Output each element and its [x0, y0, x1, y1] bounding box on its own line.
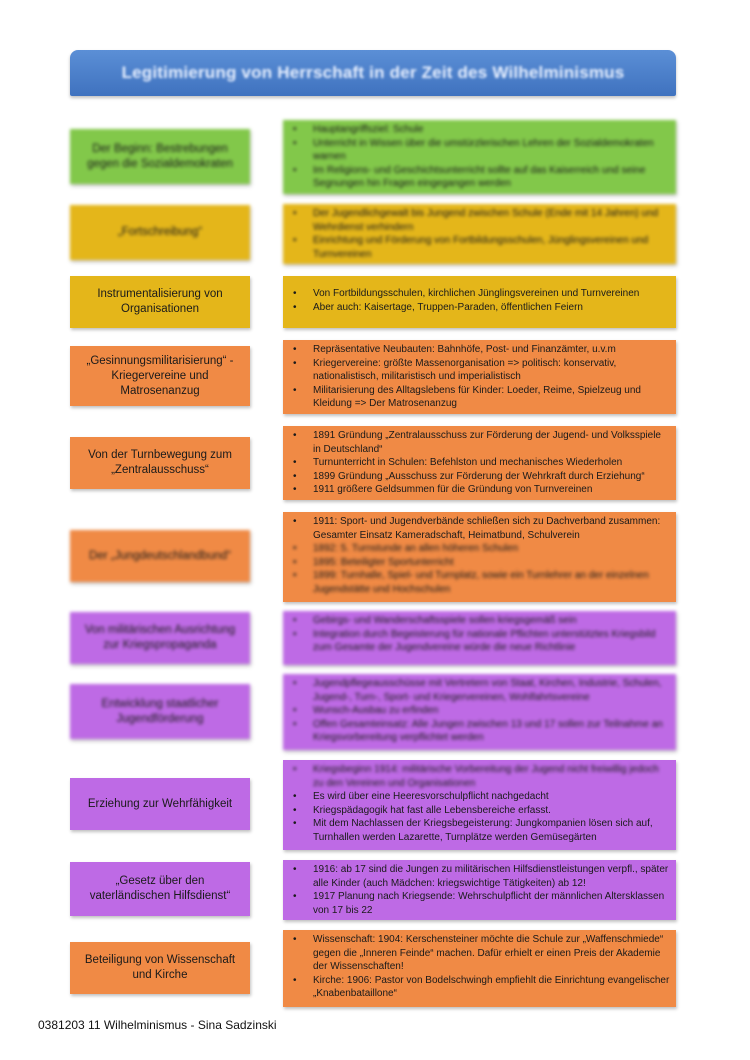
row-label-gesinnungsmilitarisierung — [70, 346, 250, 406]
list-item: • Unterricht in Wissen über die umstürzlerischen Lehren der Sozialdemokraten warnen — [313, 137, 670, 164]
list-item: • Es wird über eine Heeresvorschulpflicht nachgedacht — [313, 790, 670, 804]
row-label-text: Von militärischen Ausrichtung zur Kriegspropaganda — [84, 624, 236, 651]
row-label-jungdeutschlandbund — [70, 530, 250, 582]
list-item: • Jugendpflegeausschüsse mit Vertretern von Staat, Kirchen, Industrie, Schulen, Jugend-, Turn-, Sport- und Kriegervereinen, Wohlfahrtsvereine — [313, 677, 670, 704]
row-label-hilfsdienst — [70, 862, 250, 916]
list-item: • Kriegervereine: größte Massenorganisation => politisch: konservativ, nationalistisch, militaristisch und imperialistisch — [313, 357, 670, 384]
row-label-text: „Gesetz über den vaterländischen Hilfsdienst“ — [89, 875, 231, 902]
row-label-kriegspropaganda — [70, 612, 250, 664]
list-item: • Kriegspädagogik hat fast alle Lebensbereiche erfasst. — [313, 804, 670, 818]
row-content-kriegspropaganda — [283, 611, 676, 665]
row-label-wehrfaehigkeit — [70, 778, 250, 830]
row-label-text: „Gesinnungsmilitarisierung“ - Kriegervereine und Matrosenanzug — [86, 354, 234, 397]
list-item: • Im Religions- und Geschichtsunterricht sollte auf das Kaiserreich und seine Segnungen hin Fragen eingegangen werden — [313, 164, 670, 191]
list-item: • 1911: Sport- und Jugendverbände schließen sich zu Dachverband zusammen: Gesamter Einsatz Kameradschaft, Heimatbund, Schulverein — [313, 515, 670, 542]
row-content-turnbewegung — [283, 426, 676, 500]
row-label-turnbewegung — [70, 437, 250, 489]
row-label-sozialdemokraten — [70, 129, 250, 184]
list-item: • Einrichtung und Förderung von Fortbildungsschulen, Jünglingsvereinen und Turnvereinen — [313, 234, 670, 261]
row-label-text: Instrumentalisierung von Organisationen — [97, 288, 223, 315]
row-label-text: Erziehung zur Wehrfähigkeit — [87, 797, 233, 810]
list-item: • 1916: ab 17 sind die Jungen zu militärischen Hilfsdienstleistungen verpfl., später alle Kinder (auch Mädchen: kriegswichtige Tätigkeiten) ab 12! — [313, 863, 670, 890]
row-label-text: „Fortschreibung“ — [117, 226, 203, 238]
row-content-fortschreibung — [283, 204, 676, 264]
list-item: • 1899: Turnhalle, Spiel- und Turnplatz, sowie ein Turnlehrer an der einzelnen Jugendstätte und Hochschulen — [313, 569, 670, 596]
list-item: • Von Fortbildungsschulen, kirchlichen Jünglingsvereinen und Turnvereinen — [313, 287, 670, 301]
row-content-jungdeutschlandbund — [283, 512, 676, 602]
list-item: • Hauptangriffsziel: Schule — [313, 123, 670, 137]
list-item: • Militarisierung des Alltagslebens für Kinder: Loeder, Reime, Spielzeug und Kleidung => Der Matrosenanzug — [313, 384, 670, 411]
row-label-text: Beteiligung von Wissenschaft und Kirche — [84, 954, 236, 981]
row-content-sozialdemokraten — [283, 120, 676, 194]
row-label-fortschreibung — [70, 205, 250, 260]
row-content-jugendfoerderung — [283, 674, 676, 750]
list-item: • Aber auch: Kaisertage, Truppen-Paraden, öffentlichen Feiern — [313, 301, 670, 315]
row-label-jugendfoerderung — [70, 684, 250, 739]
list-item: • 1895: Beteiligter Sportunterricht — [313, 556, 670, 570]
list-item: • Turnunterricht in Schulen: Befehlston und mechanisches Wiederholen — [313, 456, 670, 470]
row-label-text: Entwicklung staatlicher Jugendförderung — [101, 697, 219, 725]
row-label-wissenschaft-kirche — [70, 942, 250, 994]
page-title: Legitimierung von Herrschaft in der Zeit des Wilhelminismus — [121, 63, 625, 82]
list-item: • 1892: 5. Turnstunde an allen höheren Schulen — [313, 542, 670, 556]
page-footer: 0381203 11 Wilhelminismus - Sina Sadzinski — [38, 1018, 277, 1032]
list-item: • Mit dem Nachlassen der Kriegsbegeisterung: Jungkompanien lösen sich auf, Turnhallen werden Lazarette, Turnplätze werden Gemüsegärten — [313, 817, 670, 844]
list-item: • 1911 größere Geldsummen für die Gründung von Turnvereinen — [313, 483, 670, 497]
list-item: • Offen Gesamteinsatz: Alle Jungen zwischen 13 und 17 sollen zur Teilnahme an Kriegsvorbereitung verpflichtet werden — [313, 718, 670, 745]
row-label-text: Der „Jungdeutschlandbund“ — [89, 549, 231, 562]
list-item: • Kirche: 1906: Pastor von Bodelschwingh empfiehlt die Einrichtung evangelischer „Knabenbataillone“ — [313, 974, 670, 1001]
list-item: • Der Jugendlichgewalt bis Jungend zwischen Schule (Ende mit 14 Jahren) und Wehrdienst verhindern — [313, 207, 670, 234]
list-item: • 1899 Gründung „Ausschuss zur Förderung der Wehrkraft durch Erziehung“ — [313, 470, 670, 484]
row-content-wissenschaft-kirche — [283, 930, 676, 1007]
list-item: • 1917 Planung nach Kriegsende: Wehrschulpflicht der männlichen Altersklassen von 17 bis 22 — [313, 890, 670, 917]
list-item: • 1891 Gründung „Zentralausschuss zur Förderung der Jugend- und Volksspiele in Deutschland“ — [313, 429, 670, 456]
row-label-text: Der Beginn: Bestrebungen gegen die Sozialdemokraten — [87, 142, 233, 170]
row-content-instrumentalisierung — [283, 276, 676, 328]
list-item: • Integration durch Begeisterung für nationale Pflichten unterstütztes Kriegsbild zum Gesamte der Jugendvereine würde die neue Richtlinie — [313, 628, 670, 655]
list-item: • Gebirgs- und Wanderschaftsspiele sollen kriegsgemäß sein — [313, 614, 670, 628]
row-label-instrumentalisierung — [70, 276, 250, 328]
title-banner — [70, 50, 676, 96]
row-content-hilfsdienst — [283, 860, 676, 920]
row-content-wehrfaehigkeit — [283, 760, 676, 850]
list-item: • Wunsch-Ausbau zu erfinden — [313, 704, 670, 718]
row-content-gesinnungsmilitarisierung — [283, 340, 676, 414]
list-item: • Wissenschaft: 1904: Kerschensteiner möchte die Schule zur „Waffenschmiede“ gegen die „Inneren Feinde“ machen. Dafür erhielt er einen Preis der Akademie der Wissenschaften! — [313, 933, 670, 974]
row-label-text: Von der Turnbewegung zum „Zentralausschuss“ — [88, 449, 232, 476]
list-item: • Kriegsbeginn 1914: militärische Vorbereitung der Jugend nicht freiwillig jedoch zu den Vereinen und Organisationen — [313, 763, 670, 790]
list-item: • Repräsentative Neubauten: Bahnhöfe, Post- und Finanzämter, u.v.m — [313, 343, 670, 357]
